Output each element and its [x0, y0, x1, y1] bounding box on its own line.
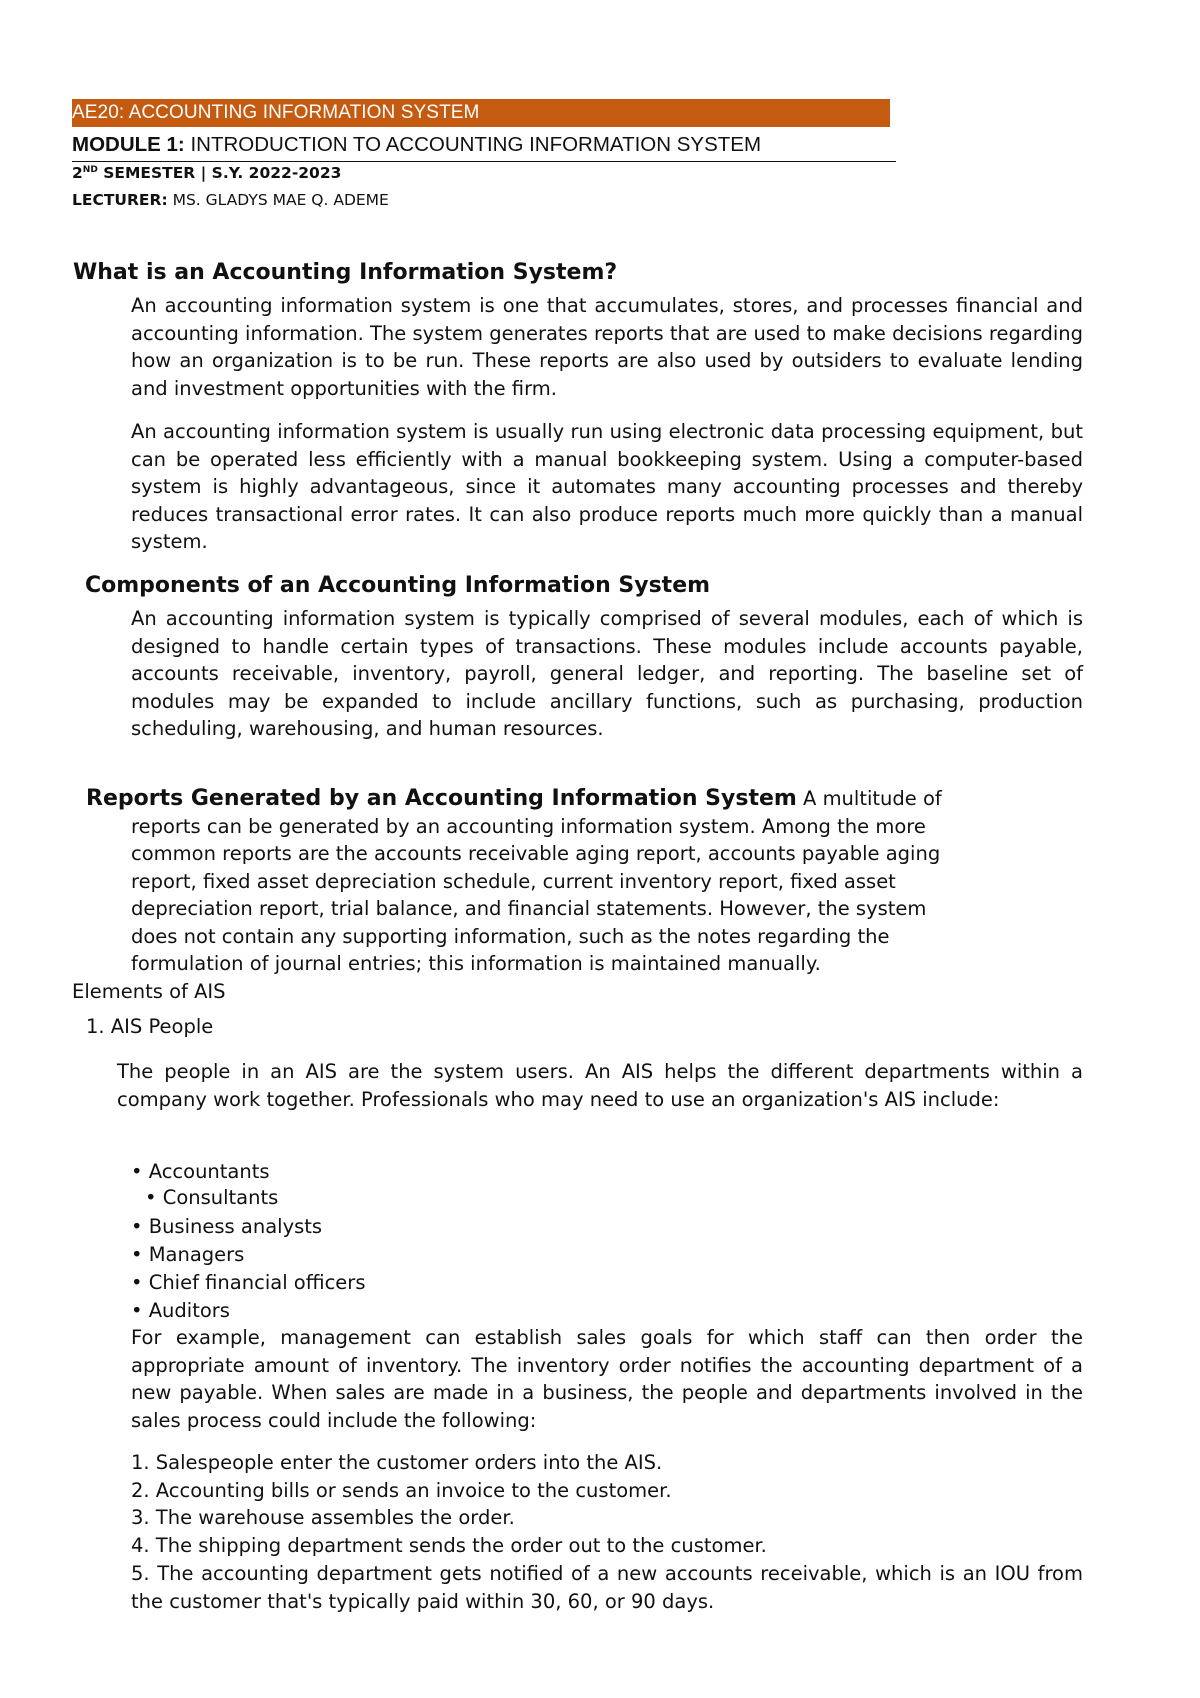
reports-line: formulation of journal entries; this information is maintained manually.: [131, 952, 821, 975]
bullet-item: • Chief financial officers: [131, 1271, 366, 1294]
semester-text: SEMESTER | S.Y. 2022-2023: [97, 164, 342, 182]
heading-what-is-ais: What is an Accounting Information System?: [73, 260, 618, 285]
reports-lead: A multitude of: [796, 787, 942, 810]
semester-sup: ND: [82, 164, 98, 175]
paragraph-what-1: An accounting information system is one that accumulates, stores, and processes financial and accounting information. The system generates reports that are used to make decisions regarding how an organization is to be run. These reports are also used by outsiders to evaluate lending and investment opportunities with the firm.: [131, 294, 1083, 400]
reports-line: depreciation report, trial balance, and financial statements. However, the system: [131, 897, 927, 920]
lecturer-name: MS. GLADYS MAE Q. ADEME: [167, 191, 389, 209]
course-title: AE20: ACCOUNTING INFORMATION SYSTEM: [72, 102, 480, 123]
reports-line: common reports are the accounts receivable aging report, accounts payable aging: [131, 842, 941, 865]
lecturer-label: LECTURER:: [72, 191, 168, 209]
heading-elements: Elements of AIS: [72, 980, 226, 1003]
heading-reports: Reports Generated by an Accounting Information System: [86, 786, 797, 811]
bullet-item: • Managers: [131, 1243, 245, 1266]
step-item: 1. Salespeople enter the customer orders into the AIS.: [131, 1451, 663, 1474]
paragraph-example: For example, management can establish sales goals for which staff can then order the appropriate amount of inventory. The inventory order notifies the accounting department of a new payable. When sales are made in a business, the people and departments involved in the sales process could include the following:: [131, 1326, 1083, 1432]
module-title-text: INTRODUCTION TO ACCOUNTING INFORMATION SYSTEM: [184, 133, 762, 156]
bullet-item: • Consultants: [145, 1186, 279, 1209]
reports-line: does not contain any supporting information, such as the notes regarding the: [131, 925, 890, 948]
paragraph-people: The people in an AIS are the system users. An AIS helps the different departments within a company work together. Professionals who may need to use an organization's AIS include:: [117, 1060, 1083, 1111]
step-item: 4. The shipping department sends the order out to the customer.: [131, 1534, 767, 1557]
semester-line: [72, 164, 341, 182]
reports-heading-line: [86, 785, 942, 812]
bullet-item: • Business analysts: [131, 1215, 323, 1238]
bullet-item: • Auditors: [131, 1299, 230, 1322]
reports-line: reports can be generated by an accounting information system. Among the more: [131, 815, 926, 838]
module-title: [72, 133, 896, 162]
module-label: MODULE 1:: [72, 133, 185, 156]
step-item-5: 5. The accounting department gets notified of a new accounts receivable, which is an IOU from the customer that's typically paid within 30, 60, or 90 days.: [131, 1562, 1083, 1613]
course-header-bar: [72, 99, 890, 127]
step-item: 2. Accounting bills or sends an invoice to the customer.: [131, 1479, 672, 1502]
bullet-item: • Accountants: [131, 1160, 270, 1183]
lecturer-line: [72, 191, 389, 209]
heading-components: Components of an Accounting Information System: [85, 573, 711, 598]
semester-number: 2: [72, 164, 83, 182]
reports-line: report, fixed asset depreciation schedule, current inventory report, fixed asset: [131, 870, 896, 893]
paragraph-what-2: An accounting information system is usually run using electronic data processing equipment, but can be operated less efficiently with a manual bookkeeping system. Using a computer-based system is highly advantageous, since it automates many accounting processes and thereby reduces transactional error rates. It can also produce reports much more quickly than a manual system.: [131, 420, 1083, 553]
subheading-ais-people: 1. AIS People: [86, 1015, 214, 1038]
paragraph-components: An accounting information system is typically comprised of several modules, each of which is designed to handle certain types of transactions. These modules include accounts payable, accounts receivable, inventory, payroll, general ledger, and reporting. The baseline set of modules may be expanded to include ancillary functions, such as purchasing, production scheduling, warehousing, and human resources.: [131, 607, 1083, 740]
step-item: 3. The warehouse assembles the order.: [131, 1506, 515, 1529]
